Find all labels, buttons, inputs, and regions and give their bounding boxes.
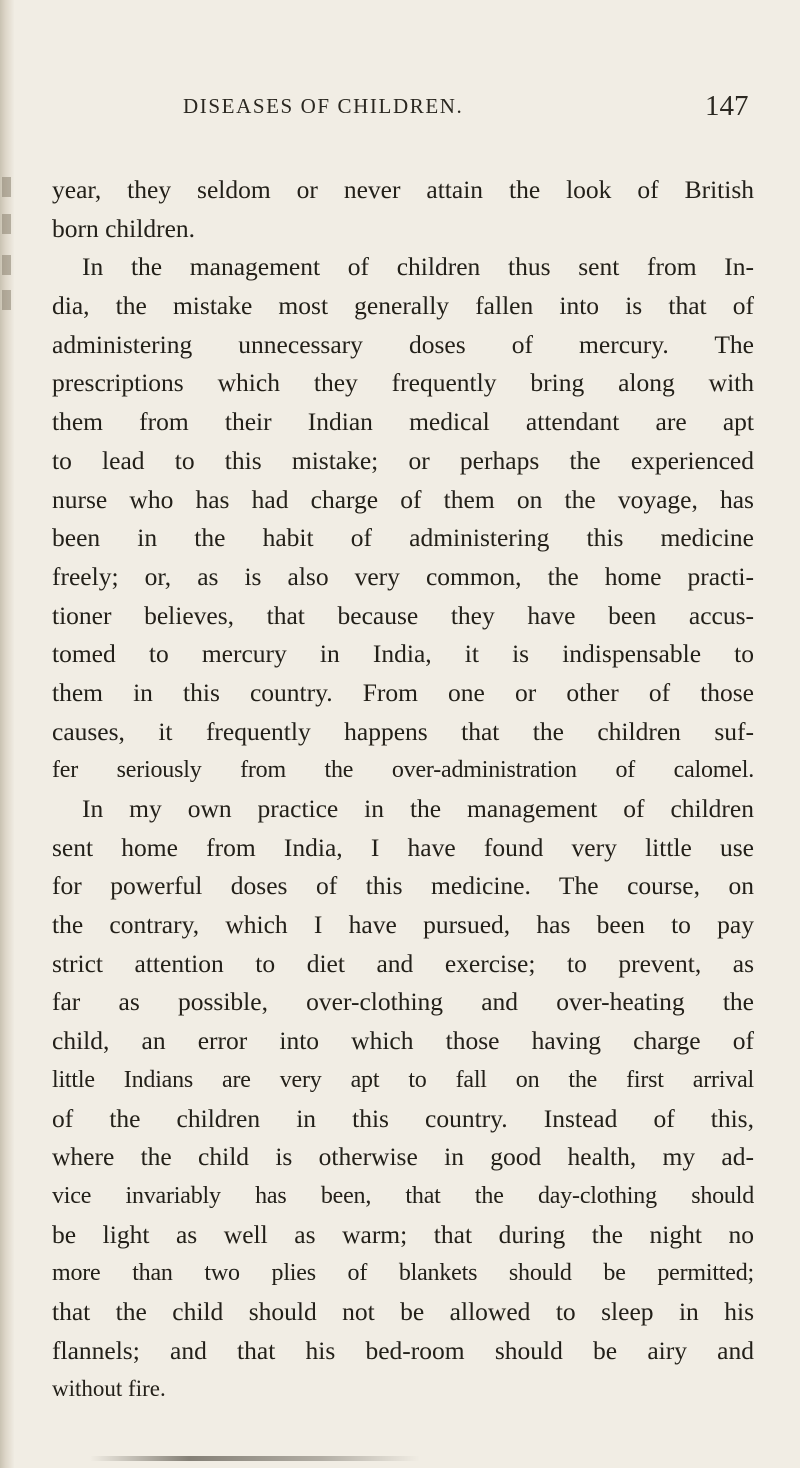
text-line: flannels; and that his bed-room should be airy and: [52, 1335, 754, 1365]
page-header: [0, 88, 800, 128]
text-line: tioner believes, that because they have been accus-: [52, 600, 754, 630]
text-line: the contrary, which I have pursued, has been to pay: [52, 910, 754, 940]
text-line: fer seriously from the over-administration of calomel.: [52, 757, 754, 784]
text-line: year, they seldom or never attain the look of British: [52, 175, 754, 204]
text-line: be light as well as warm; that during the night no: [52, 1219, 754, 1249]
text-line: sent home from India, I have found very little use: [52, 832, 754, 862]
text-line: them from their Indian medical attendant are apt: [52, 407, 754, 437]
text-line: where the child is otherwise in good health, my ad-: [52, 1142, 754, 1172]
text-line: far as possible, over-clothing and over-heating the: [52, 987, 754, 1017]
text-line: born children.: [52, 213, 196, 243]
page-gutter-edge: [0, 0, 14, 1468]
text-line: strict attention to diet and exercise; to prevent, as: [52, 948, 754, 978]
text-line: administering unnecessary doses of mercury. The: [52, 329, 754, 359]
gutter-mark: [2, 177, 11, 197]
bottom-ink-smudge: [90, 1456, 420, 1461]
text-line: of the children in this country. Instead of this,: [52, 1103, 754, 1133]
running-head: DISEASES OF CHILDREN.: [183, 94, 464, 118]
text-line: dia, the mistake most generally fallen into is that of: [52, 291, 754, 321]
text-line: vice invariably has been, that the day-clothing should: [52, 1182, 754, 1209]
text-line: In the management of children thus sent from In-: [82, 252, 754, 282]
text-line: more than two plies of blankets should be permitted;: [52, 1260, 754, 1287]
text-line: been in the habit of administering this medicine: [52, 523, 754, 553]
gutter-mark: [2, 290, 11, 310]
text-line: them in this country. From one or other of those: [52, 677, 754, 707]
page-number: 147: [705, 90, 749, 122]
gutter-mark: [2, 214, 11, 234]
text-line: causes, it frequently happens that the children suf-: [52, 716, 754, 746]
text-line: to lead to this mistake; or perhaps the experienced: [52, 445, 754, 475]
text-line: freely; or, as is also very common, the home practi-: [52, 561, 754, 591]
text-line: child, an error into which those having charge of: [52, 1026, 754, 1056]
text-line: nurse who has had charge of them on the voyage, has: [52, 484, 754, 514]
gutter-mark: [2, 255, 11, 275]
text-line: tomed to mercury in India, it is indispensable to: [52, 639, 754, 669]
text-line: little Indians are very apt to fall on the first arrival: [52, 1066, 754, 1093]
text-line: prescriptions which they frequently bring along with: [52, 368, 754, 398]
text-line: without fire.: [52, 1376, 166, 1402]
text-line: In my own practice in the management of children: [82, 794, 754, 823]
body-text: [52, 171, 754, 1409]
text-line: for powerful doses of this medicine. The course, on: [52, 871, 754, 901]
text-line: that the child should not be allowed to sleep in his: [52, 1296, 754, 1326]
